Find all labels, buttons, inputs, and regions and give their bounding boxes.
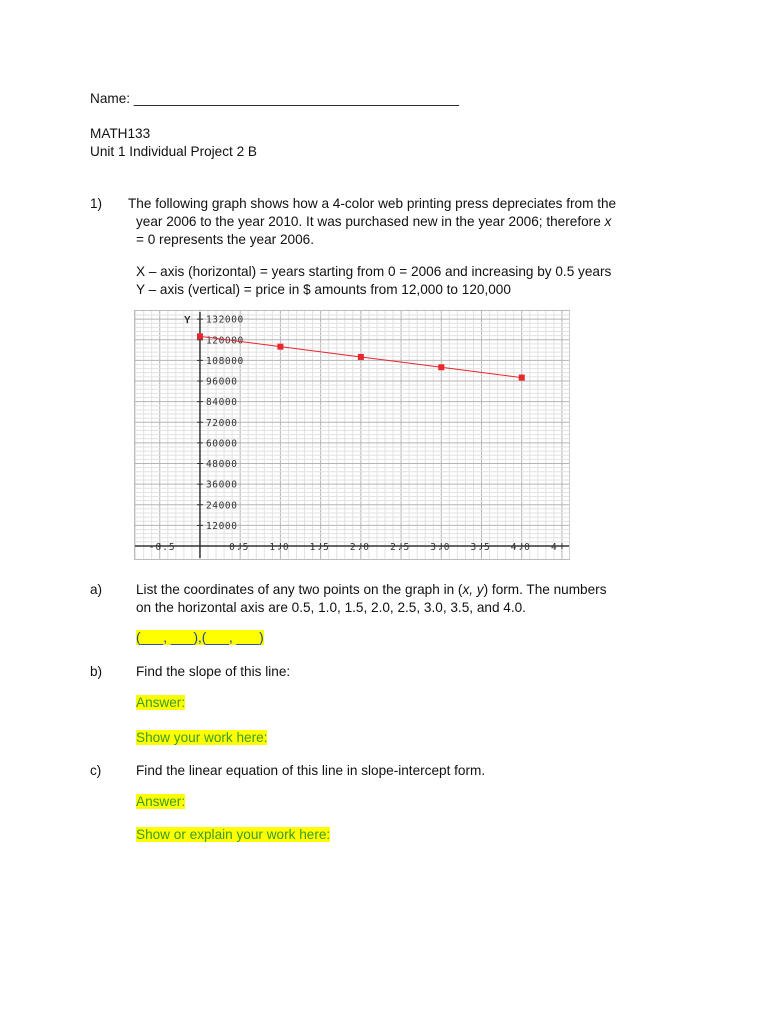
y-tick-label: 48000 <box>205 459 238 471</box>
question-1-line-2 <box>136 213 611 231</box>
slope-work-field[interactable] <box>136 729 267 747</box>
equation-answer-field[interactable] <box>136 793 185 811</box>
data-point <box>519 375 525 381</box>
name-line: Name: ___________________________________________ <box>90 91 459 106</box>
x-tick-label: 3.0 <box>430 542 451 553</box>
coordinate-answer-blank[interactable] <box>136 629 264 647</box>
course-code: MATH133 <box>90 126 151 141</box>
question-1-line-2-text: year 2006 to the year 2010. It was purchased new in the year 2006; therefore <box>136 214 605 229</box>
question-c-text: Find the linear equation of this line in slope-intercept form. <box>136 763 486 778</box>
y-tick-label: 96000 <box>205 376 238 388</box>
data-point <box>358 354 364 360</box>
y-tick-label: 120000 <box>205 335 244 347</box>
x-tick-label: 4 <box>550 542 558 553</box>
x-tick-label: 1.5 <box>309 542 330 553</box>
xy-variables: x, y <box>462 582 484 597</box>
question-a-text-pre: List the coordinates of any two points on the graph in ( <box>136 582 463 597</box>
question-b-label: b) <box>90 664 103 679</box>
depreciation-line-chart <box>134 310 570 560</box>
slope-work-label: Show your work here: <box>136 730 268 745</box>
slope-answer-label: Answer: <box>136 695 186 710</box>
data-point <box>197 333 203 339</box>
question-b-text: Find the slope of this line: <box>136 664 291 679</box>
x-axis-description: X – axis (horizontal) = years starting from 0 = 2006 and increasing by 0.5 years <box>136 264 612 279</box>
y-tick-label: 108000 <box>205 355 244 367</box>
y-axis-letter: Y <box>183 315 191 326</box>
slope-answer-field[interactable] <box>136 694 185 712</box>
data-point <box>277 344 283 350</box>
y-tick-label: 60000 <box>205 438 238 450</box>
question-a-text-post: ) form. The numbers <box>483 582 607 597</box>
y-tick-label: 36000 <box>205 479 238 491</box>
y-tick-label: 12000 <box>205 520 238 532</box>
x-tick-label: 1.0 <box>269 542 290 553</box>
question-1-line-1: The following graph shows how a 4-color web printing press depreciates from the <box>128 196 617 211</box>
y-tick-label: 24000 <box>205 500 238 512</box>
x-tick-label: -0.5 <box>148 542 176 553</box>
question-a-line-1 <box>136 581 607 599</box>
data-point <box>438 364 444 370</box>
x-tick-label: 0.5 <box>229 542 250 553</box>
y-axis-description: Y – axis (vertical) = price in $ amounts from 12,000 to 120,000 <box>136 282 511 297</box>
x-variable: x <box>604 214 612 229</box>
x-tick-label: 4.0 <box>510 542 531 553</box>
y-tick-label: 84000 <box>205 397 238 409</box>
coordinate-blank-text: (___, ___),(___, ___) <box>136 630 264 645</box>
question-a-line-2: on the horizontal axis are 0.5, 1.0, 1.5, 2.0, 2.5, 3.0, 3.5, and 4.0. <box>136 600 526 615</box>
equation-work-field[interactable] <box>136 826 330 844</box>
question-1-number: 1) <box>90 196 103 211</box>
equation-work-label: Show or explain your work here: <box>136 827 331 842</box>
x-tick-label: 3.5 <box>470 542 491 553</box>
project-title: Unit 1 Individual Project 2 B <box>90 144 257 159</box>
question-a-label: a) <box>90 582 103 597</box>
equation-answer-label: Answer: <box>136 794 186 809</box>
question-1-line-3: = 0 represents the year 2006. <box>136 232 314 247</box>
x-tick-label: 2.5 <box>390 542 411 553</box>
y-tick-label: 72000 <box>205 417 238 429</box>
x-tick-label: 2.0 <box>349 542 371 553</box>
y-tick-label: 132000 <box>205 314 244 326</box>
question-c-label: c) <box>90 763 102 778</box>
